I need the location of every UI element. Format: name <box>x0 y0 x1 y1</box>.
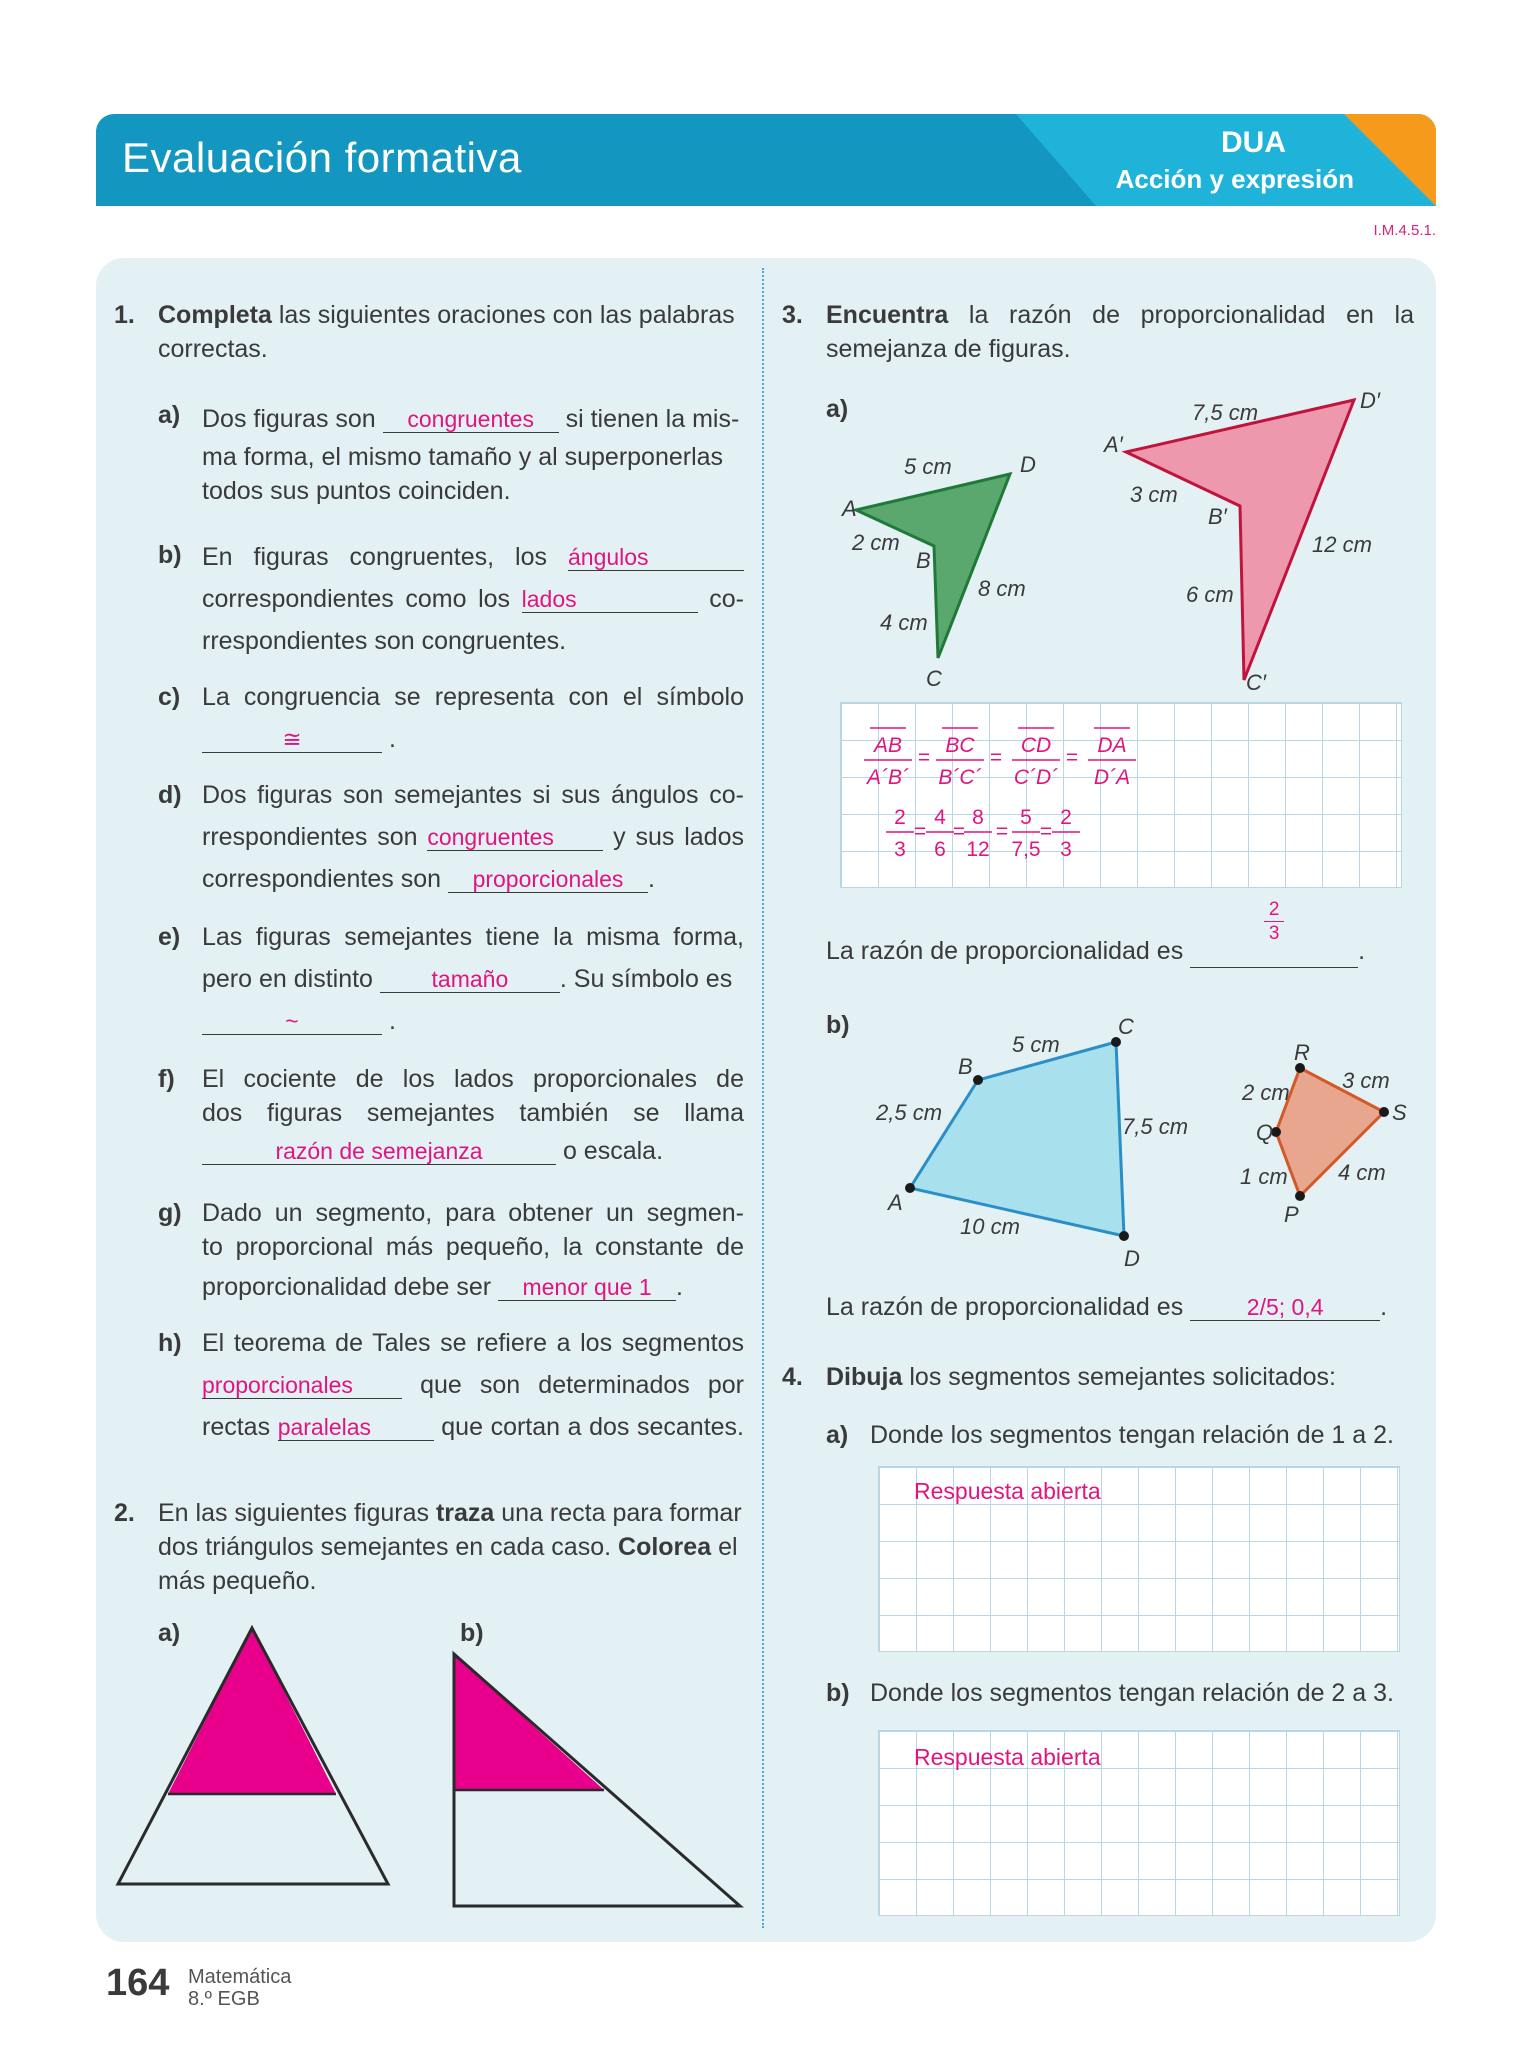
q3b-vertex-P: P <box>1284 1202 1299 1227</box>
ratio-eq-0: = <box>917 746 931 769</box>
q3b-vertex-D: D <box>1124 1246 1140 1271</box>
ratio2-den-0: 3 <box>894 838 906 861</box>
q3b-result: La razón de proporcionalidad es 2/5; 0,4 . <box>826 1293 1388 1321</box>
q3a-result-answer[interactable]: $\frac{2}{3}$ <box>1190 941 1358 968</box>
q3b-vertex-A: A <box>888 1190 903 1215</box>
ratio-top-0: AB <box>873 734 903 757</box>
q3b-point-B <box>973 1075 983 1085</box>
q3-number: 3. <box>782 301 803 329</box>
q1c-answer[interactable]: ≅ <box>202 726 382 753</box>
q3b-vertex-B: B <box>958 1054 973 1079</box>
q2a-small-triangle <box>168 1628 336 1794</box>
q2-number: 2. <box>114 1499 135 1527</box>
q1f-label: f) <box>158 1065 175 1093</box>
q1d-answer-2[interactable]: proporcionales <box>448 866 648 893</box>
q3a-side-AD: 5 cm <box>904 454 952 479</box>
ratio2-den-4: 3 <box>1060 838 1072 861</box>
q1g-item: Dado un segmento, para obtener un segmen- to proporcional más pequeño, la constante de proporcionalidad debe ser menor que 1 . <box>202 1199 744 1301</box>
q1-text: las siguientes oraciones con las palabras correctas. <box>158 301 735 363</box>
q3a-side-D2C2: 12 cm <box>1312 532 1372 557</box>
q3a-side-B2C2: 6 cm <box>1186 582 1234 607</box>
ratio2-eq-2: = <box>995 820 1009 843</box>
q3a-figures <box>820 390 1410 700</box>
indicator-code: I.M.4.5.1. <box>1373 222 1436 239</box>
ratio2-den-3: 7,5 <box>1011 838 1041 861</box>
q1f-item: El cociente de los lados proporcionales de dos figuras semejantes también se llama razón de semejanza o escala. <box>202 1065 744 1165</box>
q3-header: 3. Encuentra la razón de proporcionalidad en la semejanza de figuras. <box>782 301 1414 363</box>
q1h-answer-1[interactable]: proporcionales <box>202 1372 402 1399</box>
q2-figures <box>110 1620 750 1920</box>
ratio2-den-2: 12 <box>966 838 990 861</box>
ratio2-num-2: 8 <box>972 806 984 829</box>
q3b-point-A <box>905 1183 915 1193</box>
q1b-label: b) <box>158 541 182 569</box>
q3b-vertex-C: C <box>1118 1014 1134 1039</box>
q3b-side-SP: 4 cm <box>1338 1160 1386 1185</box>
q1h-item: El teorema de Tales se refiere a los segmentos proporcionales que son determinados por rectas paralelas que cortan a dos secantes. <box>202 1329 745 1441</box>
q1-verb: Completa <box>158 301 272 329</box>
header-banner <box>96 114 1436 206</box>
q1e-answer-1[interactable]: tamaño <box>380 966 560 993</box>
q3b-side-AD: 10 cm <box>960 1214 1020 1239</box>
q1g-answer[interactable]: menor que 1 <box>498 1274 676 1301</box>
ratio2-den-1: 6 <box>934 838 946 861</box>
q2b-label: b) <box>460 1619 484 1647</box>
q3a-vertex-B2: B′ <box>1208 504 1227 529</box>
q3a-side-BC: 4 cm <box>880 610 928 635</box>
q1h-answer-2[interactable]: paralelas <box>278 1414 434 1441</box>
q1g-label: g) <box>158 1199 182 1227</box>
q3a-vertex-A: A <box>842 496 857 521</box>
ratio-eq-2: = <box>1065 746 1079 769</box>
q2a-label: a) <box>158 1619 181 1647</box>
q4b-label: b) <box>826 1679 850 1707</box>
ratio2-num-1: 4 <box>934 806 946 829</box>
q1b-item: En figuras congruentes, los ángulos correspondientes como los lados co- rrespondientes son congruentes. <box>202 543 744 655</box>
q3b-label: b) <box>826 1011 850 1039</box>
dua-subtitle: Acción y expresión <box>1115 164 1354 194</box>
q1e-label: e) <box>158 923 181 951</box>
footer-subject: Matemática 8.º EGB <box>188 1966 292 2010</box>
q3b-point-P <box>1295 1191 1305 1201</box>
ratio2-eq-3: = <box>1039 820 1053 843</box>
q3b-blue-quadrilateral <box>910 1042 1124 1236</box>
q1a-item: Dos figuras son congruentes si tienen la mis- ma forma, el mismo tamaño y al superponerlas todos sus puntos coinciden. <box>202 405 740 505</box>
q3b-side-CD: 7,5 cm <box>1122 1114 1189 1139</box>
q3b-vertex-R: R <box>1294 1040 1310 1065</box>
q3a-label: a) <box>826 395 849 423</box>
q1f-answer[interactable]: razón de semejanza <box>202 1138 556 1165</box>
ratio-bottom-0: A´B´ <box>867 766 909 789</box>
q1-header <box>114 298 744 363</box>
q3b-figures <box>860 1010 1420 1280</box>
q3a-vertex-A2: A′ <box>1104 432 1123 457</box>
q1a-answer[interactable]: congruentes <box>383 406 559 433</box>
ratio-top-2: CD <box>1020 734 1052 757</box>
q1d-answer-1[interactable]: congruentes <box>427 824 603 851</box>
ratio2-num-3: 5 <box>1020 806 1032 829</box>
q3a-result: La razón de proporcionalidad es $\frac{2}{3}$ . <box>826 934 1365 968</box>
ratio-eq-1: = <box>989 746 1003 769</box>
q1e-answer-2[interactable]: ~ <box>202 1008 382 1035</box>
q3b-result-answer[interactable]: 2/5; 0,4 <box>1190 1294 1380 1321</box>
q1b-answer-1[interactable]: ángulos <box>568 544 744 571</box>
q1h-label: h) <box>158 1329 182 1357</box>
q3a-side-AB: 2 cm <box>852 530 900 555</box>
page-title: Evaluación formativa <box>122 134 522 181</box>
q3a-vertex-C: C <box>926 666 942 691</box>
ratio2-eq-1: = <box>952 820 966 843</box>
q3a-side-A2B2: 3 cm <box>1130 482 1178 507</box>
q4a-text: Donde los segmentos tengan relación de 1 a 2. <box>870 1421 1394 1449</box>
q3a-vertex-D: D <box>1020 452 1036 477</box>
q4a-label: a) <box>826 1421 849 1449</box>
q1b-answer-2[interactable]: lados <box>522 586 698 613</box>
dua-title: DUA <box>1221 126 1286 159</box>
q4-number: 4. <box>782 1363 803 1391</box>
q3a-vertex-D2: D′ <box>1360 390 1381 413</box>
q1e-item: Las figuras semejantes tiene la misma forma, pero en distinto tamaño . Su símbolo es ~ . <box>202 923 744 1035</box>
q3b-side-BC: 5 cm <box>1012 1032 1060 1057</box>
q3b-point-D <box>1119 1231 1129 1241</box>
ratio-top-3: DA <box>1097 734 1127 757</box>
ratio-bottom-2: C´D´ <box>1013 766 1059 789</box>
q1c-item: La congruencia se representa con el símbolo ≅ . <box>202 683 744 753</box>
q1d-label: d) <box>158 781 182 809</box>
q1-number: 1. <box>114 301 135 329</box>
q3b-side-RS: 3 cm <box>1342 1068 1390 1093</box>
q3b-point-S <box>1379 1107 1389 1117</box>
column-divider <box>762 268 764 1928</box>
q3b-vertex-Q: Q <box>1256 1120 1274 1145</box>
ratio2-num-4: 2 <box>1060 806 1072 829</box>
q3b-side-AB: 2,5 cm <box>876 1100 943 1125</box>
q3b-vertex-S: S <box>1392 1100 1407 1125</box>
q4b-answer: Respuesta abierta <box>914 1744 1101 1770</box>
ratio-top-1: BC <box>945 734 975 757</box>
q3a-side-A2D2: 7,5 cm <box>1192 400 1259 425</box>
ratio2-num-0: 2 <box>894 806 906 829</box>
ratio2-eq-0: = <box>913 820 927 843</box>
q1d-item: Dos figuras son semejantes si sus ángulos co- rrespondientes son congruentes y sus lados correspondientes son proporcionales . <box>202 781 744 893</box>
q4a-answer: Respuesta abierta <box>914 1478 1101 1504</box>
q3a-ratio-equations <box>860 722 1160 872</box>
q1c-label: c) <box>158 683 181 711</box>
page-number: 164 <box>106 1962 170 2004</box>
q3a-vertex-C2: C′ <box>1246 670 1267 695</box>
q2-header: 2. En las siguientes figuras traza una recta para formar dos triángulos semejantes en cada caso. Colorea el más pequeño. <box>114 1499 742 1595</box>
ratio-bottom-3: D´A <box>1093 766 1131 789</box>
q3b-side-QR: 2 cm <box>1242 1080 1290 1105</box>
q4-header: 4. Dibuja los segmentos semejantes solicitados: <box>782 1363 1336 1391</box>
q3a-side-DC: 8 cm <box>978 576 1026 601</box>
q1a-label: a) <box>158 401 181 429</box>
q4b-text: Donde los segmentos tengan relación de 2 a 3. <box>870 1679 1394 1707</box>
ratio-bottom-1: B´C´ <box>938 766 982 789</box>
q3a-vertex-B: B <box>916 548 931 573</box>
q3b-side-PQ: 1 cm <box>1240 1164 1288 1189</box>
